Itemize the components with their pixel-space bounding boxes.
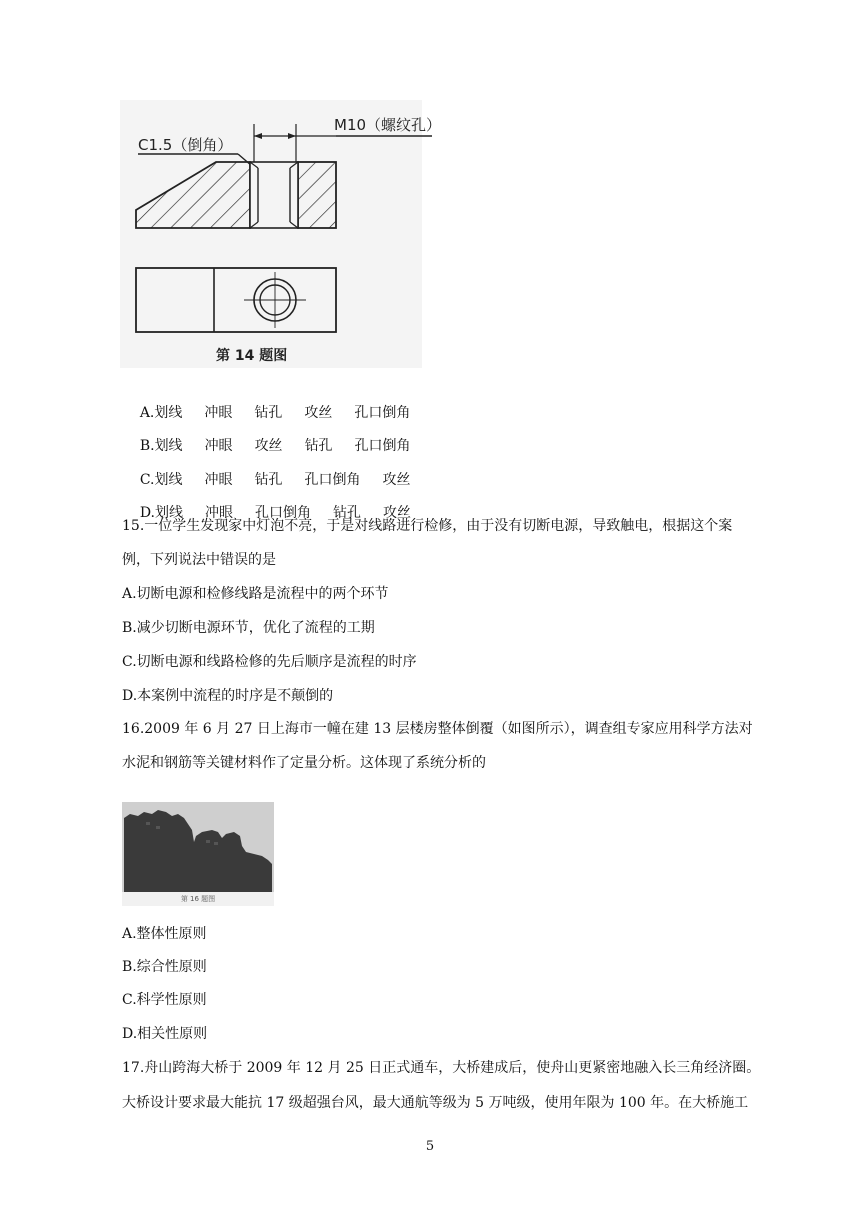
- figure-14-caption: 第 14 题图: [216, 348, 288, 364]
- figure-16-caption: 第 16 题图: [180, 895, 216, 903]
- q15-option-d: D.本案例中流程的时序是不颠倒的: [122, 688, 334, 704]
- figure-14: [120, 100, 442, 368]
- q17-stem-line2: 大桥设计要求最大能抗 17 级超强台风，最大通航等级为 5 万吨级，使用年限为 100 年。在大桥施工: [122, 1095, 749, 1111]
- step: 孔口倒角: [304, 472, 361, 488]
- thread-label: M10（螺纹孔）: [334, 116, 442, 134]
- figure-14-drawing: [120, 100, 442, 368]
- step: 划线: [154, 472, 183, 488]
- figure-16: [122, 802, 274, 906]
- q17-stem-line1: 17.舟山跨海大桥于 2009 年 12 月 25 日正式通车，大桥建成后，使舟山更紧密地融入长三角经济圈。: [122, 1060, 761, 1076]
- step: 划线: [154, 405, 183, 421]
- option-letter: A.: [139, 405, 155, 421]
- step: 钻孔: [333, 505, 361, 521]
- option-letter: B.: [139, 438, 155, 454]
- q16-option-c: C.科学性原则: [122, 992, 207, 1008]
- option-letter: D.: [139, 505, 155, 521]
- q15-stem-line2: 例，下列说法中错误的是: [122, 552, 276, 568]
- step: 孔口倒角: [354, 438, 411, 454]
- q16-option-a: A.整体性原则: [122, 926, 207, 942]
- q16-option-b: B.综合性原则: [122, 959, 207, 975]
- q16-stem-line2: 水泥和钢筋等关键材料作了定量分析。这体现了系统分析的: [122, 755, 486, 771]
- step: 孔口倒角: [255, 505, 311, 521]
- chamfer-label: C1.5（倒角）: [138, 136, 233, 154]
- page-number: 5: [425, 1139, 435, 1154]
- q16-stem-line1: 16.2009 年 6 月 27 日上海市一幢在建 13 层楼房整体倒覆（如图所示），调查组专家应用科学方法对: [122, 721, 753, 737]
- step: 孔口倒角: [354, 405, 411, 421]
- collapsed-building-photo: [122, 802, 274, 892]
- step: 冲眼: [204, 438, 233, 454]
- q16-option-d: D.相关性原则: [122, 1026, 208, 1042]
- step: 划线: [155, 505, 183, 521]
- step: 钻孔: [304, 438, 333, 454]
- step: 攻丝: [304, 405, 333, 421]
- q15-stem-line1: 15.一位学生发现家中灯泡不亮，于是对线路进行检修，由于没有切断电源，导致触电，根据这个案: [122, 518, 733, 534]
- q15-option-b: B.减少切断电源环节，优化了流程的工期: [122, 620, 375, 636]
- step: 冲眼: [205, 505, 233, 521]
- step: 划线: [154, 438, 183, 454]
- step: 攻丝: [383, 505, 411, 521]
- step: 冲眼: [204, 405, 233, 421]
- step: 钻孔: [254, 472, 283, 488]
- q15-option-c: C.切断电源和线路检修的先后顺序是流程的时序: [122, 654, 417, 670]
- step: 攻丝: [382, 472, 411, 488]
- option-letter: C.: [139, 472, 155, 488]
- q15-option-a: A.切断电源和检修线路是流程中的两个环节: [122, 586, 389, 602]
- step: 攻丝: [254, 438, 283, 454]
- step: 冲眼: [204, 472, 233, 488]
- step: 钻孔: [254, 405, 283, 421]
